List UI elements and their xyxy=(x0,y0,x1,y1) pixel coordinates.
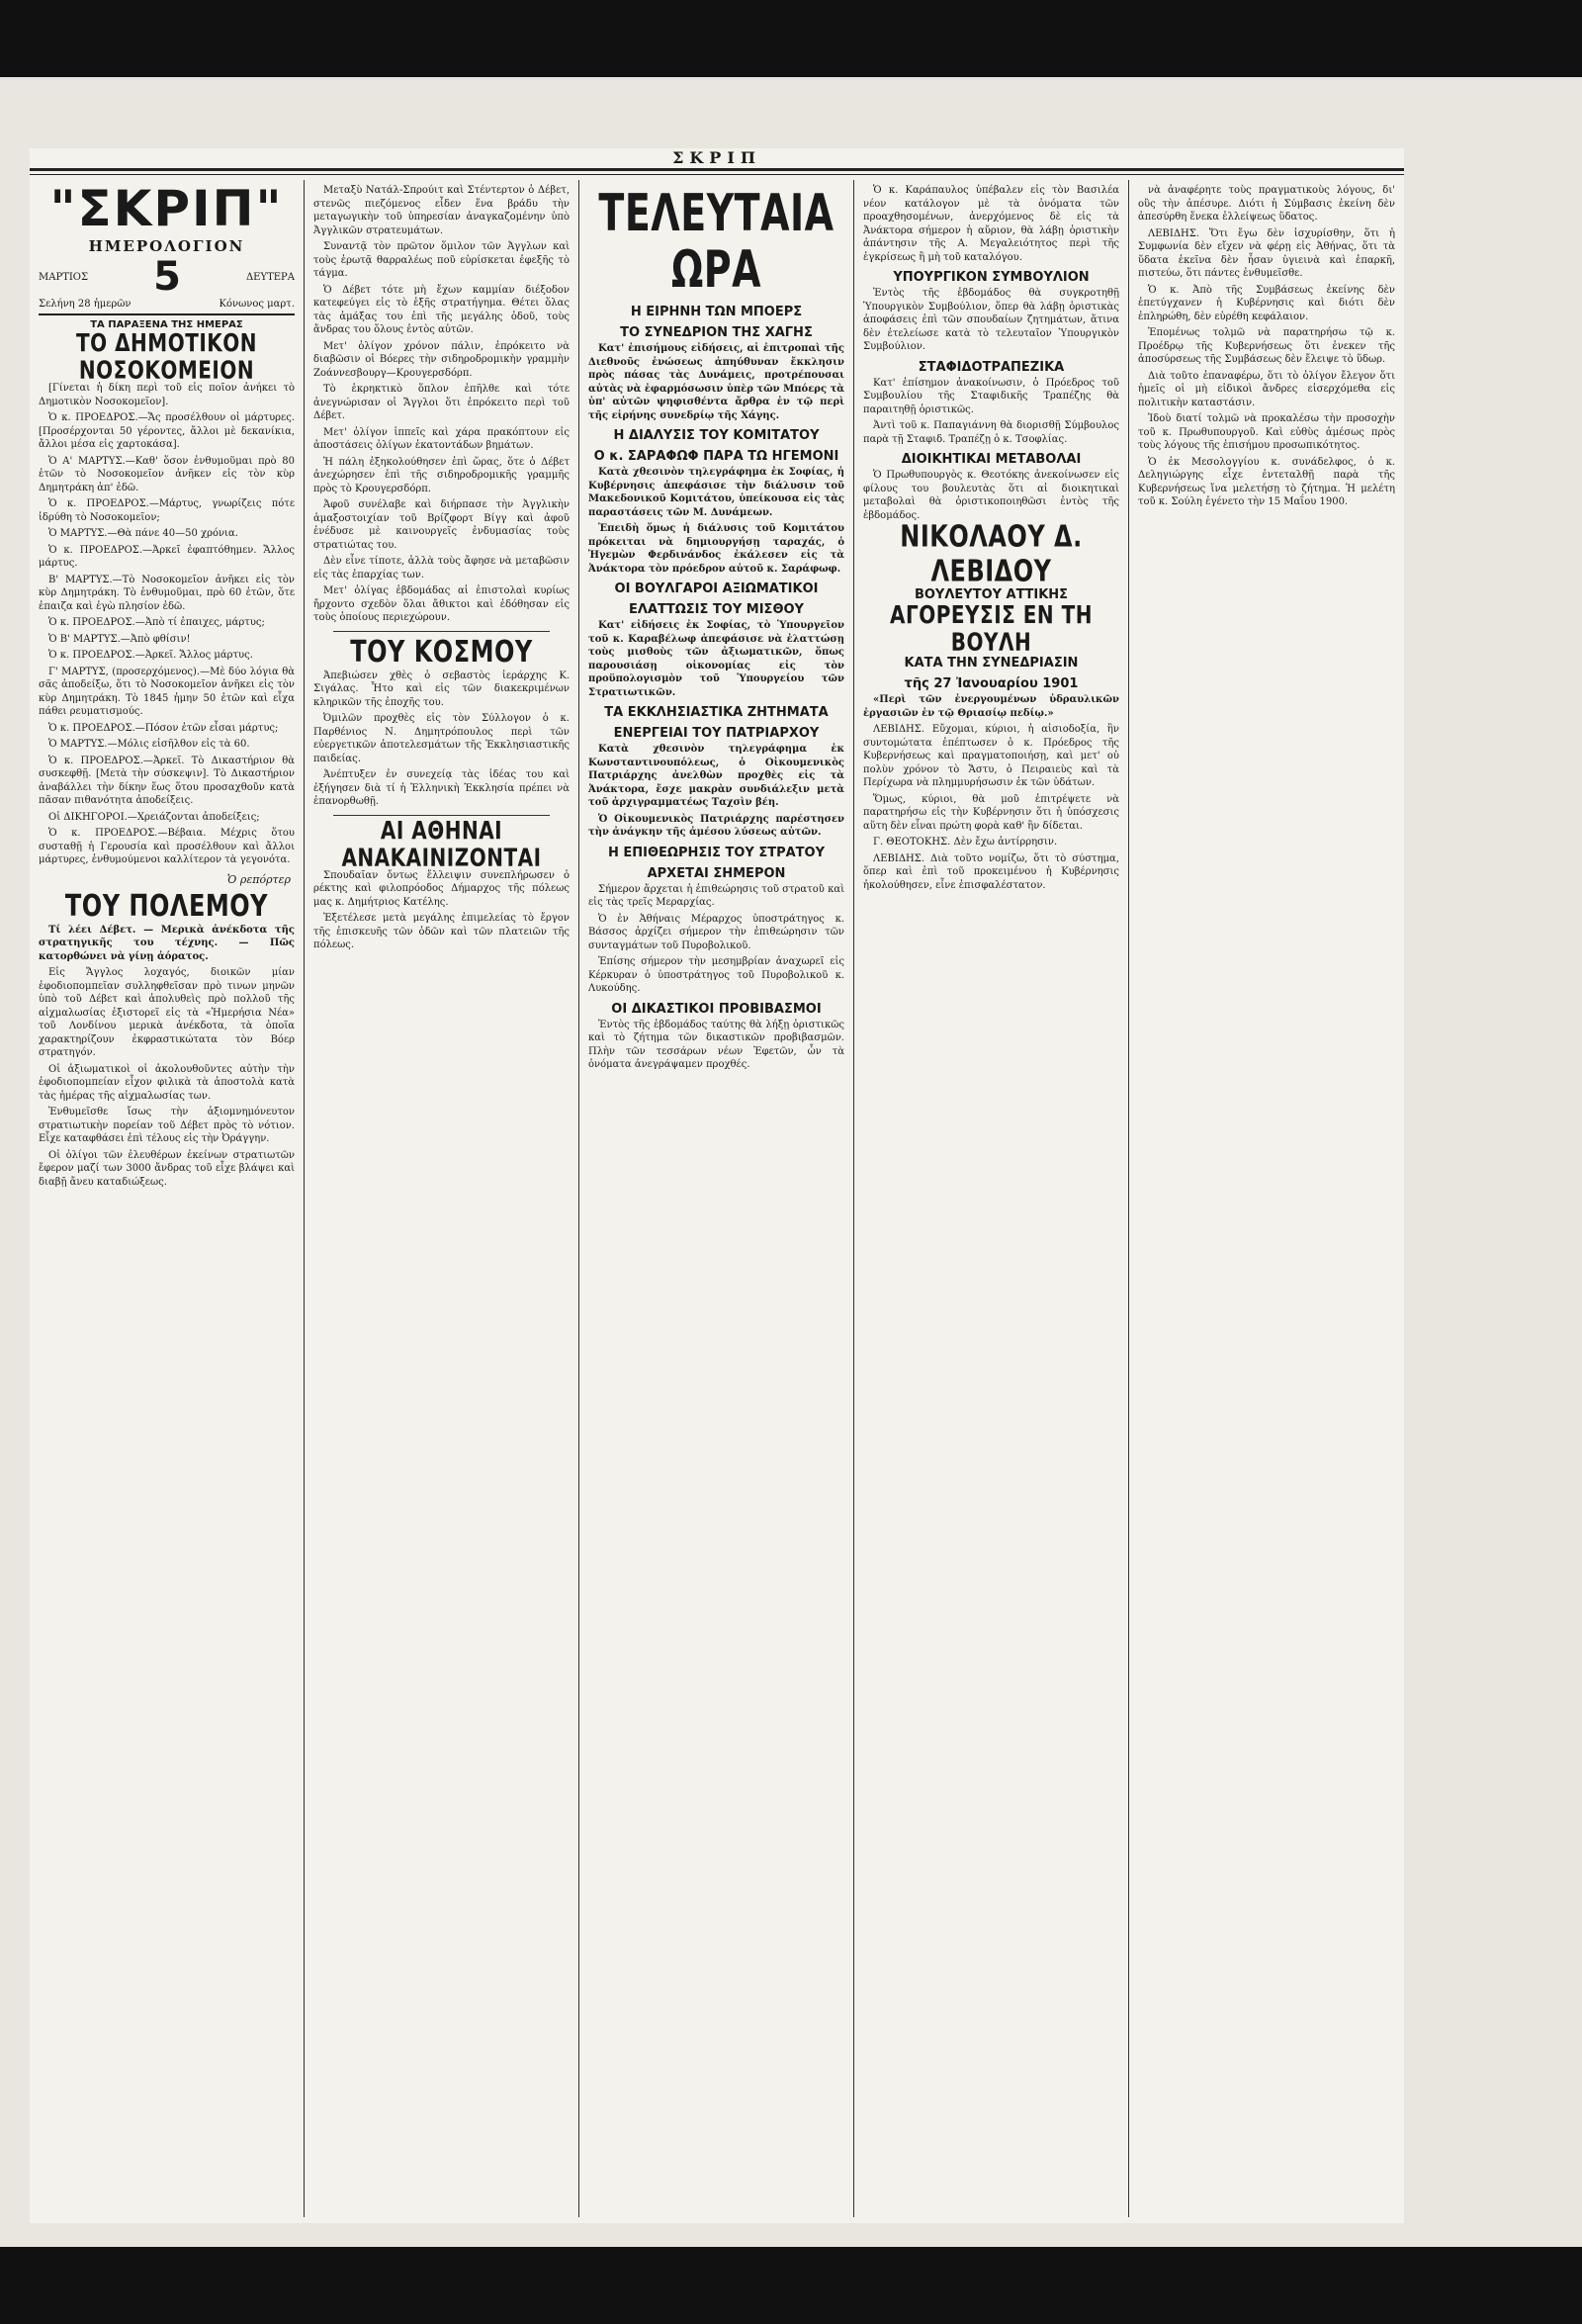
paragraph: Ὁ κ. ΠΡΟΕΔΡΟΣ.—Μάρτυς, γνωρίζεις πότε ἱδρύθη τὸ Νοσοκομεῖον; xyxy=(39,498,295,523)
header-rule xyxy=(30,168,1404,171)
section-subhead: ΟΙ ΒΟΥΛΓΑΡΟΙ ΑΞΙΩΜΑΤΙΚΟΙ xyxy=(614,581,819,596)
paragraph: Γ. ΘΕΟΤΟΚΗΣ. Δὲν ἔχω ἀντίρρησιν. xyxy=(873,837,1058,848)
paragraph: Ὅμως, κύριοι, θὰ μοῦ ἐπιτρέψετε νὰ παρατηρήσω εἰς τὴν Κυβέρνησιν ὅτι ἡ ὑπόσχεσις αὕτη δὲν εἶναι πρώτη φορὰ καθ' ἣν δίδεται. xyxy=(863,793,1119,832)
paragraph: Ὁ κ. ΠΡΟΕΔΡΟΣ.—Ἀρκεῖ. Ἄλλος μάρτυς. xyxy=(48,650,253,661)
paragraph: Γ' ΜΑΡΤΥΣ, (προσερχόμενος).—Μὲ δύο λόγια θὰ σᾶς ἀποδείξω, ὅτι τὸ Νοσοκομεῖον ἀνῆκει εἰς τὸν κὺρ Δημητράκη. Τὸ 1845 ἡμην 50 ἐτῶν καὶ εἶχα πάθει ρευματισμούς. xyxy=(39,666,295,717)
paragraph: Συναντᾷ τὸν πρῶτον ὅμιλον τῶν Ἀγγλων καὶ τοὺς ἐρωτᾷ θαρραλέως ποῦ εὑρίσκεται ἐφεξῆς τὸ τάγμα. xyxy=(313,241,570,279)
paragraph: Ὁ κ. ΠΡΟΕΔΡΟΣ.—Πόσον ἐτῶν εἶσαι μάρτυς; xyxy=(48,722,279,734)
paragraph: Ὁ Δέβετ τότε μὴ ἔχων καμμίαν διέξοδον κατεφεύγει εἰς τὸ ἑξῆς στρατήγημα. Θέτει ὅλας τὰς ἁμάξας του ἐπὶ τῆς μεγάλης ὁδοῦ, τοὺς ἄνδρας του ὅλους ἐντὸς αὐτῶν. xyxy=(313,284,570,335)
almanac-saint: Κόνωνος μαρτ. xyxy=(219,299,295,310)
section-subhead: Η ΕΠΙΘΕΩΡΗΣΙΣ ΤΟΥ ΣΤΡΑΤΟΥ xyxy=(607,845,826,860)
paragraph: Δὲν εἶνε τίποτε, ἀλλὰ τοὺς ἄφησε νὰ μεταβῶσιν εἰς τὰς ἐπαρχίας των. xyxy=(313,556,570,581)
paragraph: ΛΕΒΙΔΗΣ. Ὅτι ἔγω δὲν ἰσχυρίσθην, ὅτι ἡ Συμφωνία δὲν εἴχεν νὰ φέρῃ εἰς Ἀθήνας, ὅτι τὰ ὕδατα ἐκεῖνα δὲν ἦσαν ὑγιεινὰ καὶ ἐπαρκῆ, πιστεύω, ὅτι πάντες ἐνθυμεῖσθε. xyxy=(1138,227,1395,279)
paragraph: Ὁ κ. ΠΡΟΕΔΡΟΣ.—Ἀπὸ τί ἐπαιχες, μάρτυς; xyxy=(48,617,265,628)
paragraph: Ἐντὸς τῆς ἑβδομάδος θὰ συγκροτηθῇ Ὑπουργικὸν Συμβούλιον, ὅπερ θὰ λάβῃ ὁριστικὰς ἀποφάσεις ἐπὶ τῶν σπουδαίων ζητημάτων, ἅτινα δὲν ἐτελείωσε κατὰ τὸ τελευταῖον Ὑπουργικὸν Συμβούλιον. xyxy=(863,288,1119,352)
paragraph: Μετ' ὀλίγον χρόνον πάλιν, ἐπρόκειτο νὰ διαβῶσιν οἱ Βόερες τὴν σιδηροδρομικὴν γραμμὴν Ζοάννεσβουργ—Κρουγερσδόρπ. xyxy=(313,340,570,379)
byline: Ὁ ρεπόρτερ xyxy=(226,872,291,886)
paragraph: [Γίνεται ἡ δίκη περὶ τοῦ εἰς ποῖον ἀνήκει τὸ Δημοτικὸν Νοσοκομεῖον]. xyxy=(39,383,295,407)
column-2 xyxy=(305,180,579,2217)
session-date: τῆς 27 Ἰανουαρίου 1901 xyxy=(904,676,1079,691)
paragraph: Ὁ κ. ΠΡΟΕΔΡΟΣ.—Ἄς προσέλθουν οἱ μάρτυρες. [Προσέρχονται 50 γέροντες, ἄλλοι μὲ δεκανίκια, ἄλλοι μέσα εἰς χαρτοκάσα]. xyxy=(39,412,295,450)
paragraph: Μετ' ὀλίγας ἑβδομάδας αἱ ἐπιστολαὶ κυρίως ἤρχοντο σχεδὸν ὅλαι ἄθικτοι καὶ ἐδόθησαν εἰς τοὺς ὁποίους περιεχώρουν. xyxy=(313,585,570,623)
section-subhead: ΑΡΧΕΤΑΙ ΣΗΜΕΡΟΝ xyxy=(647,865,786,881)
scan-border-bottom xyxy=(0,2247,1582,2324)
paragraph: Μεταξὺ Νατάλ-Σπρούιτ καὶ Στέντερτον ὁ Δέβετ, στενῶς πιεζόμενος εἶδεν ἕνα βράδυ τὴν μεταγωγικὴν τοῦ ὑπηρεσίαν ἀναγκαζομένην ὑπὸ Ἀγγλικῶν στρατευμάτων. xyxy=(313,185,570,236)
paragraph: Εἰς Ἄγγλος λοχαγός, διοικῶν μίαν ἐφοδιοπομπεῖαν συλληφθεῖσαν πρὸ τινων μηνῶν ὑπὸ τοῦ Δέβετ καὶ ἀπολυθεὶς πρὸ πολλοῦ τῆς αἰχμαλωσίας ἐξιστορεῖ εἰς τὰ «Ἡμερήσια Νέα» τοῦ Λονδίνου μερικὰ ἀνέκδοτα, τὰ ὁποῖα χαρακτηρίζουν ἐκφραστικώτατα τὸν Βόερ στρατηγόν. xyxy=(39,967,295,1058)
paragraph: Κατ' ἐπισήμους εἰδήσεις, αἱ ἐπιτροπαὶ τῆς Διεθνοῦς ἐνώσεως ἀπηύθυναν ἔκκλησιν πρὸς πάσας τὰς Δυνάμεις, προτρέπουσαι αὐτὰς νὰ ἐφαρμόσωσιν ὑπὲρ τῶν Μπόερς τὰ ὑπ' αὐτῶν ψηφισθέντα ἄρθρα ἐν τῷ περὶ τῆς εἰρήνης συνεδρίῳ τῆς Χάγης. xyxy=(588,343,844,421)
paragraph: Ὁ ἐκ Μεσολογγίου κ. συνάδελφος, ὁ κ. Δεληγιώργης εἶχε ἐντεταλθῇ παρὰ τῆς Κυβερνήσεως ἵνα μελετήσῃ τὸ ζήτημα. Ἡ μελέτη τοῦ κ. Σούλη ἐγένετο τὴν 15 Μαΐου 1900. xyxy=(1138,456,1395,507)
paragraph: Σήμερον ἄρχεται ἡ ἐπιθεώρησις τοῦ στρατοῦ καὶ εἰς τὰς τρεῖς Μεραρχίας. xyxy=(588,883,844,908)
divider xyxy=(39,313,295,315)
paragraph: Κατ' ἐπίσημον ἀνακοίνωσιν, ὁ Πρόεδρος τοῦ Συμβουλίου τῆς Σταφιδικῆς Τραπέζης θὰ παραιτηθῇ ὁριστικῶς. xyxy=(863,377,1119,415)
paragraph: Οἱ ἀξιωματικοὶ οἱ ἀκολουθοῦντες αὐτὴν τὴν ἐφοδιοπομπείαν εἶχον φιλικὰ τὰ ἀποστολὰ κατὰ τὰς ἡμέρας τῆς αἰχμαλωσίας των. xyxy=(39,1063,295,1102)
section-subhead: ΣΤΑΦΙΔΟΤΡΑΠΕΖΙΚΑ xyxy=(918,359,1065,375)
scan-border-top xyxy=(0,0,1582,77)
paragraph: Ὁ κ. ΠΡΟΕΔΡΟΣ.—Ἀρκεῖ ἐφαπτόθημεν. Ἄλλος μάρτυς. xyxy=(39,544,295,569)
paragraph: Β' ΜΑΡΤΥΣ.—Τὸ Νοσοκομεῖον ἀνῆκει εἰς τὸν κὺρ Δημητράκη. Τὸ ἐνθυμοῦμαι, πρὸ 60 ἐτῶν, ὅτε ἐπαιζα καὶ ἐγὼ πλησίον ἐδῶ. xyxy=(39,574,295,612)
masthead: "ΣΚΡΙΠ" xyxy=(49,180,284,237)
main-headline: ΤΕΛΕΥΤΑΙΑ ΩΡΑ xyxy=(598,183,835,300)
column-5 xyxy=(1129,180,1404,2217)
paragraph: Κατ' εἰδήσεις ἐκ Σοφίας, τὸ Ὑπουργεῖον τοῦ κ. Καραβέλωφ ἀπεφάσισε νὰ ἐλαττώσῃ τοὺς μισθοὺς τῶν ἀξιωματικῶν, ὅπως παρουσιάσῃ οἰκονομίας εἰς τὸν προϋπολογισμὸν τοῦ Ὑπουργείου τῶν Στρατιωτικῶν. xyxy=(588,620,844,698)
column-1 xyxy=(30,180,305,2217)
almanac-moon: Σελήνη 28 ἡμερῶν xyxy=(39,299,132,310)
paragraph: Κατὰ χθεσινὸν τηλεγράφημα ἐκ Κωνσταντινουπόλεως, ὁ Οἰκουμενικὸς Πατριάρχης ἀνελθὼν προχθὲς εἰς τὰ Ἀνάκτορα, ἔσχε μακρὰν συνδιάλεξιν μετὰ τοῦ ἀρχιγραμματέως Ταχσὶν βέη. xyxy=(588,744,844,808)
article-headline: ΑΓΟΡΕΥΣΙΣ ΕΝ ΤΗ ΒΟΥΛΗ xyxy=(890,599,1093,657)
article-headline: ΤΟΥ ΠΟΛΕΜΟΥ xyxy=(64,888,269,923)
section-subhead: ΔΙΟΙΚΗΤΙΚΑΙ ΜΕΤΑΒΟΛΑΙ xyxy=(901,452,1082,467)
column-3 xyxy=(579,180,854,2217)
paragraph: Ὁ Πρωθυπουργὸς κ. Θεοτόκης ἀνεκοίνωσεν εἰς φίλους του βουλευτὰς ὅτι αἱ διοικητικαὶ μεταβολαὶ θὰ ὁριστικοποιηθῶσι ἐντὸς τῆς ἑβδομάδος. xyxy=(863,470,1119,521)
paragraph: Ἀφοῦ συνέλαβε καὶ διήρπασε τὴν Ἀγγλικὴν ἁμαξοστοιχίαν τοῦ Βρίζφορτ Βίγγ καὶ ἀφοῦ ἐνέδυσε μὲ καινουργεῖς ἐνδυμασίας τοὺς στρατιώτας του. xyxy=(313,499,570,551)
columns xyxy=(30,180,1404,2217)
paragraph: Ὁ κ. Καράπαυλος ὑπέβαλεν εἰς τὸν Βασιλέα νέον κατάλογον μὲ τὰ ὀνόματα τῶν προαχθησομένων, ἀνερχόμενος δὲ εἰς τὰ Ἀνάκτορα σήμερον ἡ αὔριον, θὰ λάβῃ ὁριστικὴν ἀπάντησιν τῆς Α. Μεγαλειότητος περὶ τῆς ἐγκρίσεως ἢ μὴ τοῦ καταλόγου. xyxy=(863,185,1119,263)
paragraph: ΛΕΒΙΔΗΣ. Εὔχομαι, κύριοι, ἡ αἰσιοδοξία, ἣν συντομώτατα ἐπέπτωσεν ὁ κ. Πρόεδρος τῆς Κυβερνήσεως καὶ πραγματοποιήσῃ, καὶ μετ' οὐ πολὺν χρόνον τὸ Ἄστυ, ὁ Πειραιεὺς καὶ τὰ Περίχωρα νὰ πλημμυρήσωσιν ἐκ τῶν ὑδάτων. xyxy=(863,724,1119,788)
paragraph: Ὁ κ. ΠΡΟΕΔΡΟΣ.—Βέβαια. Μέχρις ὅτου συσταθῇ ἡ Γερουσία καὶ προσέλθουν καὶ ἄλλοι μάρτυρες, ἐνθυμούμενοι καλλίτερον τὰ γεγονότα. xyxy=(39,828,295,865)
paragraph: Τὸ ἑκρηκτικὸ ὅπλον ἐπῆλθε καὶ τότε ἀνεγνώρισαν οἱ Ἄγγλοι ὅτι ἐπρόκειτο περὶ τοῦ Δέβετ. xyxy=(313,384,570,421)
almanac-row xyxy=(39,254,295,300)
section-subhead: Ο κ. ΣΑΡΑΦΩΦ ΠΑΡΑ ΤΩ ΗΓΕΜΟΝΙ xyxy=(593,449,839,464)
section-subhead: ΤΟ ΣΥΝΕΔΡΙΟΝ ΤΗΣ ΧΑΓΗΣ xyxy=(620,325,813,340)
paragraph: Ὁ ΜΑΡΤΥΣ.—Θὰ πάνε 40—50 χρόνια. xyxy=(48,528,238,539)
section-kicker: ΤΑ ΠΑΡΑΞΕΝΑ ΤΗΣ ΗΜΕΡΑΣ xyxy=(90,319,243,330)
paragraph: ΛΕΒΙΔΗΣ. Διὰ τοῦτο νομίζω, ὅτι τὸ σύστημα, ὅπερ καὶ ἐπὶ τοῦ προκειμένου ἡ Κυβέρνησις ἠκολούθησεν, εἶνε ἐπισφαλέστατον. xyxy=(863,852,1119,891)
header-rule-thin xyxy=(30,174,1404,175)
paragraph: Ἀνέπτυξεν ἐν συνεχείᾳ τὰς ἰδέας του καὶ ἐξήγησεν διὰ τί ἡ Ἑλληνικὴ Ἐκκλησία πρέπει νὰ ἐπανορθωθῇ. xyxy=(313,769,570,807)
paragraph: Ὀμιλῶν προχθὲς εἰς τὸν Σύλλογον ὁ κ. Παρθένιος Ν. Δημητρόπουλος περὶ τῶν εὐεργετικῶν ἀποτελεσμάτων τῆς Ἑκκλησιαστικῆς παιδείας. xyxy=(313,713,570,764)
paragraph: Διὰ τοῦτο ἐπαναφέρω, ὅτι τὸ ὀλίγον ἔλεγον ὅτι ἡμεῖς οἱ μὴ εἰδικοὶ ἄνδρες εἰσερχόμεθα εἰς πολιτικὴν καταστάσιν. xyxy=(1138,370,1395,408)
paragraph: Σπουδαῖαν ὄντως ἔλλειψιν συνεπλήρωσεν ὁ ρέκτης καὶ φιλοπρόοδος Δήμαρχος τῆς πόλεως μας κ. Δημήτριος Κατέλης. xyxy=(313,869,570,908)
almanac-day-number: 5 xyxy=(153,254,181,300)
section-subhead: ΤΑ ΕΚΚΛΗΣΙΑΣΤΙΚΑ ΖΗΤΗΜΑΤΑ xyxy=(604,705,829,720)
article-headline: ΑΙ ΑΘΗΝΑΙ ΑΝΑΚΑΙΝΙΖΟΝΤΑΙ xyxy=(341,814,542,872)
paragraph: Ὁ κ. ΠΡΟΕΔΡΟΣ.—Ἀρκεῖ. Τὸ Δικαστήριον θὰ συσκεφθῇ. [Μετὰ τὴν σύσκεψιν]. Τὸ Δικαστήριον ἀναβάλλει τὴν δίκην ἕως ὅτου προσαχθοῦν κατὰ πᾶσαν πιθανότητα ἀποδείξεις. xyxy=(39,755,295,806)
paragraph: νὰ ἀναφέρητε τοὺς πραγματικοὺς λόγους, δι' οὓς τὴν ἀπέσυρε. Διότι ἡ Σύμβασις ἐκείνη δὲν ἀπεσύρθη ἕνεκα ἐλλείψεως ὕδατος. xyxy=(1138,185,1395,223)
paragraph: Ὁ Οἰκουμενικὸς Πατριάρχης παρέστησεν τὴν ἀνάγκην τῆς ἀμέσου λύσεως αὐτῶν. xyxy=(588,813,844,838)
paragraph: Ἐπομένως τολμῶ νὰ παρατηρήσω τῷ κ. Προέδρῳ τῆς Κυβερνήσεως ὅτι ἐνεκεν τῆς ἀποσύρσεως τῆς Συμβάσεως δὲν ἔλειψε τὸ ὕδωρ. xyxy=(1138,327,1395,365)
paragraph: Ὁ κ. Ἀπὸ τῆς Συμβάσεως ἐκείνης δὲν ἐπετύγχανεν ἡ Κυβέρνησις καὶ διότι δὲν ἐπληρώθη, δὲν εὑρέθη κεφάλαιον. xyxy=(1138,284,1395,322)
almanac-row-2 xyxy=(39,299,295,310)
lead-paragraph: Τί λέει Δέβετ. — Μερικὰ ἀνέκδοτα τῆς στρατηγικῆς του τέχνης. — Πῶς κατορθώνει νὰ γίνῃ ἀόρατος. xyxy=(39,924,295,962)
article-headline: ΤΟΥ ΚΟΣΜΟΥ xyxy=(350,634,533,669)
paragraph: Ἐπειδὴ ὅμως ἡ διάλυσις τοῦ Κομιτάτου πρόκειται νὰ δημιουργήσῃ ταραχάς, ὁ Ἡγεμὼν Φερδινάνδος ἐκάλεσεν εἰς τὰ Ἀνάκτορα τὸν πρόεδρον αὐτοῦ κ. Σαράφωφ. xyxy=(588,523,844,575)
paragraph: Μετ' ὀλίγον ἱππεῖς καὶ χάρα πρακόπτουν εἰς ἀποστάσεις ὀλίγων ἑκατοντάδων βημάτων. xyxy=(313,426,570,451)
divider xyxy=(333,631,550,632)
section-subhead: ΚΑΤΑ ΤΗΝ ΣΥΝΕΔΡΙΑΣΙΝ xyxy=(904,656,1079,670)
column-4 xyxy=(854,180,1129,2217)
paragraph: Ὁ Β' ΜΑΡΤΥΣ.—Ἀπὸ φθίσιν! xyxy=(48,633,191,645)
paragraph: Ἡ πάλη ἐξηκολούθησεν ἐπὶ ὥρας, ὅτε ὁ Δέβετ ἀνεχώρησεν ἐπὶ τῆς σιδηροδρομικῆς γραμμῆς πρὸς τὸ Κρουγερσδόρπ. xyxy=(313,456,570,494)
paragraph: Ὁ Α' ΜΑΡΤΥΣ.—Καθ' ὅσον ἐνθυμοῦμαι πρὸ 80 ἐτῶν τὸ Νοσοκομεῖον ἀνῆκεν εἰς τὸν κὺρ Δημητράκη ἀπ' ἐδῶ. xyxy=(39,455,295,493)
paragraph: Ἀπεβιώσεν χθὲς ὁ σεβαστὸς ἱεράρχης Κ. Σιγάλας. Ἦτο καὶ εἰς τῶν διακεκριμένων κληρικῶν τῆς ἐποχῆς του. xyxy=(313,670,570,708)
section-subhead: ΟΙ ΔΙΚΑΣΤΙΚΟΙ ΠΡΟΒΙΒΑΣΜΟΙ xyxy=(611,1001,822,1017)
paragraph: Ἀντὶ τοῦ κ. Παπαγιάννη θὰ διορισθῇ Σύμβουλος παρὰ τῇ Σταφιδ. Τραπέζῃ ὁ κ. Τσοφλίας. xyxy=(863,420,1119,445)
running-head: ΣΚΡΙΠ xyxy=(672,148,761,167)
paragraph: Κατὰ χθεσινὸν τηλεγράφημα ἐκ Σοφίας, ἡ Κυβέρνησις ἀπεφάσισε τὴν διάλυσιν τοῦ Μακεδονικοῦ Κομιτάτου, ὑπείκουσα εἰς τὰς παραστάσεις τῶν Μ. Δυνάμεων. xyxy=(588,467,844,518)
almanac-month: ΜΑΡΤΙΟΣ xyxy=(39,271,89,283)
paragraph: Οἱ ΔΙΚΗΓΟΡΟΙ.—Χρειάζονται ἀποδείξεις; xyxy=(48,811,260,823)
section-subhead: Η ΔΙΑΛΥΣΙΣ ΤΟΥ ΚΟΜΙΤΑΤΟΥ xyxy=(613,428,820,443)
paragraph: Ἐπίσης σήμερον τὴν μεσημβρίαν ἀναχωρεῖ εἰς Κέρκυραν ὁ ὑποστράτηγος τοῦ Πυροβολικοῦ κ. Λυκούδης. xyxy=(588,956,844,994)
author-title: ΒΟΥΛΕΥΤΟΥ ΑΤΤΙΚΗΣ xyxy=(914,587,1069,602)
almanac-title: ΗΜΕΡΟΛΟΓΙΟΝ xyxy=(88,237,245,255)
paragraph: Ἐνθυμεῖσθε ἴσως τὴν ἀξιομνημόνευτον στρατιωτικὴν πορείαν τοῦ Δέβετ πρὸς τὸ νότιον. Εἶχε καταφθάσει ἐπὶ τέλους εἰς τὴν Ὀράγγην. xyxy=(39,1107,295,1144)
paragraph: Ὁ ἐν Ἀθήναις Μέραρχος ὑποστράτηγος κ. Βάσσος ἀρχίζει σήμερον τὴν ἐπιθεώρησιν τῶν συνταγμάτων τοῦ Πυροβολικοῦ. xyxy=(588,913,844,951)
lead-paragraph: «Περὶ τῶν ἐνεργουμένων ὑδραυλικῶν ἐργασιῶν ἐν τῷ Θριασίῳ πεδίῳ.» xyxy=(863,694,1119,719)
paragraph: Ὁ ΜΑΡΤΥΣ.—Μόλις εἰσῆλθον εἰς τὰ 60. xyxy=(48,739,250,750)
paragraph: Οἱ ὀλίγοι τῶν ἐλευθέρων ἐκείνων στρατιωτῶν ἔφερον μαζί των 3000 ἄνδρας τοῦ εἶχε βλάψει καὶ διαβῇ ἄνευ καταδιώξεως. xyxy=(39,1149,295,1188)
article-headline: ΤΟ ΔΗΜΟΤΙΚΟΝ ΝΟΣΟΚΟΜΕΙΟΝ xyxy=(75,327,258,385)
almanac-weekday: ΔΕΥΤΕΡΑ xyxy=(245,271,295,283)
paragraph: Ἐντὸς τῆς ἑβδομάδος ταύτης θὰ λήξῃ ὁριστικῶς καὶ τὸ ζήτημα τῶν δικαστικῶν προβιβασμῶν. Πλὴν τῶν τεσσάρων νέων Ἐφετῶν, ὧν τὰ ὀνόματα ἀνεγράψαμεν προχθές. xyxy=(588,1019,844,1070)
section-subhead: ΕΝΕΡΓΕΙΑΙ ΤΟΥ ΠΑΤΡΙΑΡΧΟΥ xyxy=(613,726,820,741)
paragraph: Ἰδοὺ διατί τολμῶ νὰ προκαλέσω τὴν προσοχὴν τοῦ κ. Πρωθυπουργοῦ. Καὶ εὐθὺς ἀμέσως πρὸς τοὺς λόγους τῆς ἐπισήμου προσωπικότητος. xyxy=(1138,413,1395,451)
paragraph: Ἐξετέλεσε μετὰ μεγάλης ἐπιμελείας τὸ ἔργον τῆς ἐπισκευῆς τῶν ὁδῶν καὶ τῶν πλατειῶν τῆς πόλεως. xyxy=(313,913,570,950)
section-subhead: ΥΠΟΥΡΓΙΚΟΝ ΣΥΜΒΟΥΛΙΟΝ xyxy=(893,270,1090,285)
author-name: ΝΙΚΟΛΑΟΥ Δ. ΛΕΒΙΔΟΥ xyxy=(900,519,1083,588)
section-subhead: Η ΕΙΡΗΝΗ ΤΩΝ ΜΠΟΕΡΣ xyxy=(630,305,803,319)
section-subhead: ΕΛΑΤΤΩΣΙΣ ΤΟΥ ΜΙΣΘΟΥ xyxy=(629,602,804,617)
